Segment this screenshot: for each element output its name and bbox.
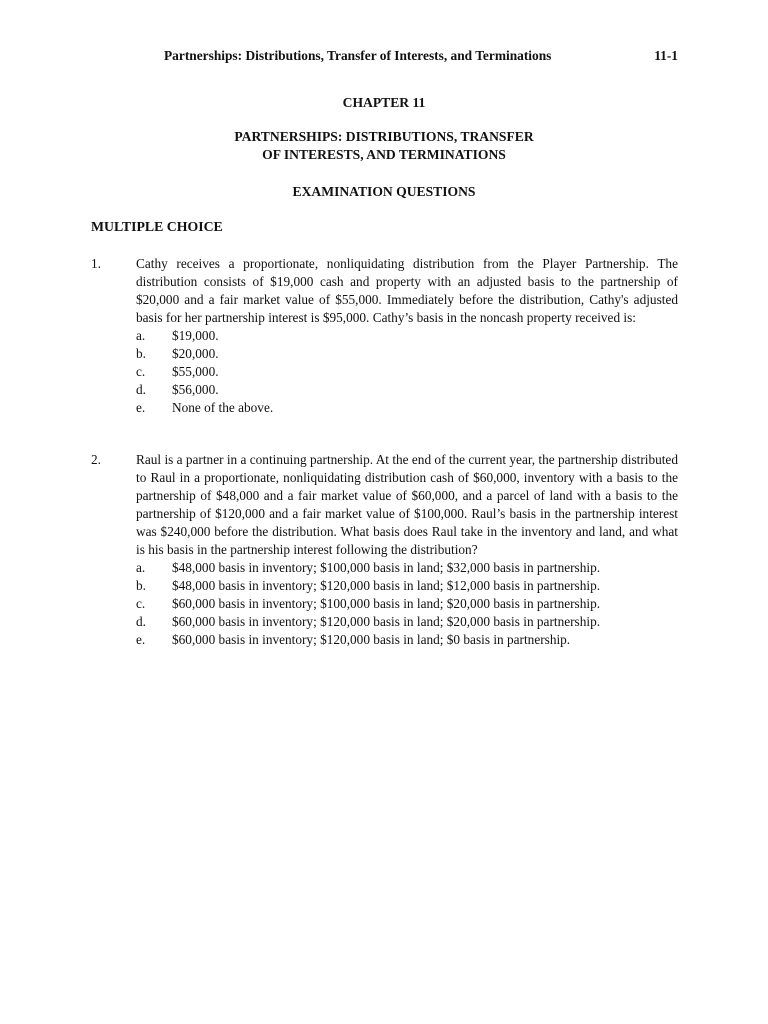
answer-choice xyxy=(136,559,678,577)
choice-letter: e. xyxy=(136,400,146,415)
question-2 xyxy=(91,451,678,649)
chapter-title xyxy=(0,128,768,164)
choice-text: $48,000 basis in inventory; $120,000 basis in land; $12,000 basis in partnership. xyxy=(172,578,601,593)
choice-letter: b. xyxy=(136,578,146,593)
answer-choice xyxy=(136,327,678,345)
choice-letter: e. xyxy=(136,632,146,647)
question-1 xyxy=(91,255,678,417)
question-number: 2. xyxy=(91,452,101,467)
answer-choice xyxy=(136,381,678,399)
section-heading: MULTIPLE CHOICE xyxy=(91,219,223,234)
choice-text: $20,000. xyxy=(172,346,219,361)
choice-text: $60,000 basis in inventory; $100,000 basis in land; $20,000 basis in partnership. xyxy=(172,596,601,611)
answer-choices xyxy=(136,327,678,417)
answer-choice xyxy=(136,577,678,595)
question-stem: Cathy receives a proportionate, nonliquidating distribution from the Player Partnership. The distribution consists of $19,000 cash and property with an adjusted basis to the partnership of $20,000 and a fair market value of $55,000. Immediately before the distribution, Cathy's adjusted basis for her partnership interest is $95,000. Cathy’s basis in the noncash property received is: xyxy=(136,256,678,325)
choice-text: $56,000. xyxy=(172,382,219,397)
answer-choice xyxy=(136,399,678,417)
choice-text: $19,000. xyxy=(172,328,219,343)
choice-text: None of the above. xyxy=(172,400,274,415)
answer-choice xyxy=(136,345,678,363)
question-number: 1. xyxy=(91,256,101,271)
page-number: 11-1 xyxy=(654,48,678,63)
choice-letter: d. xyxy=(136,614,146,629)
choice-letter: a. xyxy=(136,328,146,343)
answer-choice xyxy=(136,363,678,381)
choice-text: $60,000 basis in inventory; $120,000 basis in land; $20,000 basis in partnership. xyxy=(172,614,601,629)
chapter-title-line-2: OF INTERESTS, AND TERMINATIONS xyxy=(262,147,506,162)
choice-letter: a. xyxy=(136,560,146,575)
choice-letter: c. xyxy=(136,596,146,611)
choice-text: $55,000. xyxy=(172,364,219,379)
choice-letter: d. xyxy=(136,382,146,397)
answer-choice xyxy=(136,595,678,613)
choice-letter: b. xyxy=(136,346,146,361)
answer-choice xyxy=(136,613,678,631)
chapter-subtitle: EXAMINATION QUESTIONS xyxy=(292,184,476,199)
chapter-title-line-1: PARTNERSHIPS: DISTRIBUTIONS, TRANSFER xyxy=(234,129,534,144)
choice-letter: c. xyxy=(136,364,146,379)
answer-choice xyxy=(136,631,678,649)
choice-text: $48,000 basis in inventory; $100,000 basis in land; $32,000 basis in partnership. xyxy=(172,560,601,575)
answer-choices xyxy=(136,559,678,649)
question-stem: Raul is a partner in a continuing partnership. At the end of the current year, the partnership distributed to Raul in a proportionate, nonliquidating distribution cash of $60,000, inventory with a basis to the partnership of $48,000 and a fair market value of $60,000, and a parcel of land with a basis to the partnership of $120,000 and a fair market value of $100,000. Raul’s basis in the partnership interest was $240,000 before the distribution. What basis does Raul take in the inventory and land, and what is his basis in the partnership interest following the distribution? xyxy=(136,452,678,557)
running-title: Partnerships: Distributions, Transfer of Interests, and Terminations xyxy=(164,48,552,63)
choice-text: $60,000 basis in inventory; $120,000 basis in land; $0 basis in partnership. xyxy=(172,632,571,647)
chapter-label: CHAPTER 11 xyxy=(342,95,426,110)
